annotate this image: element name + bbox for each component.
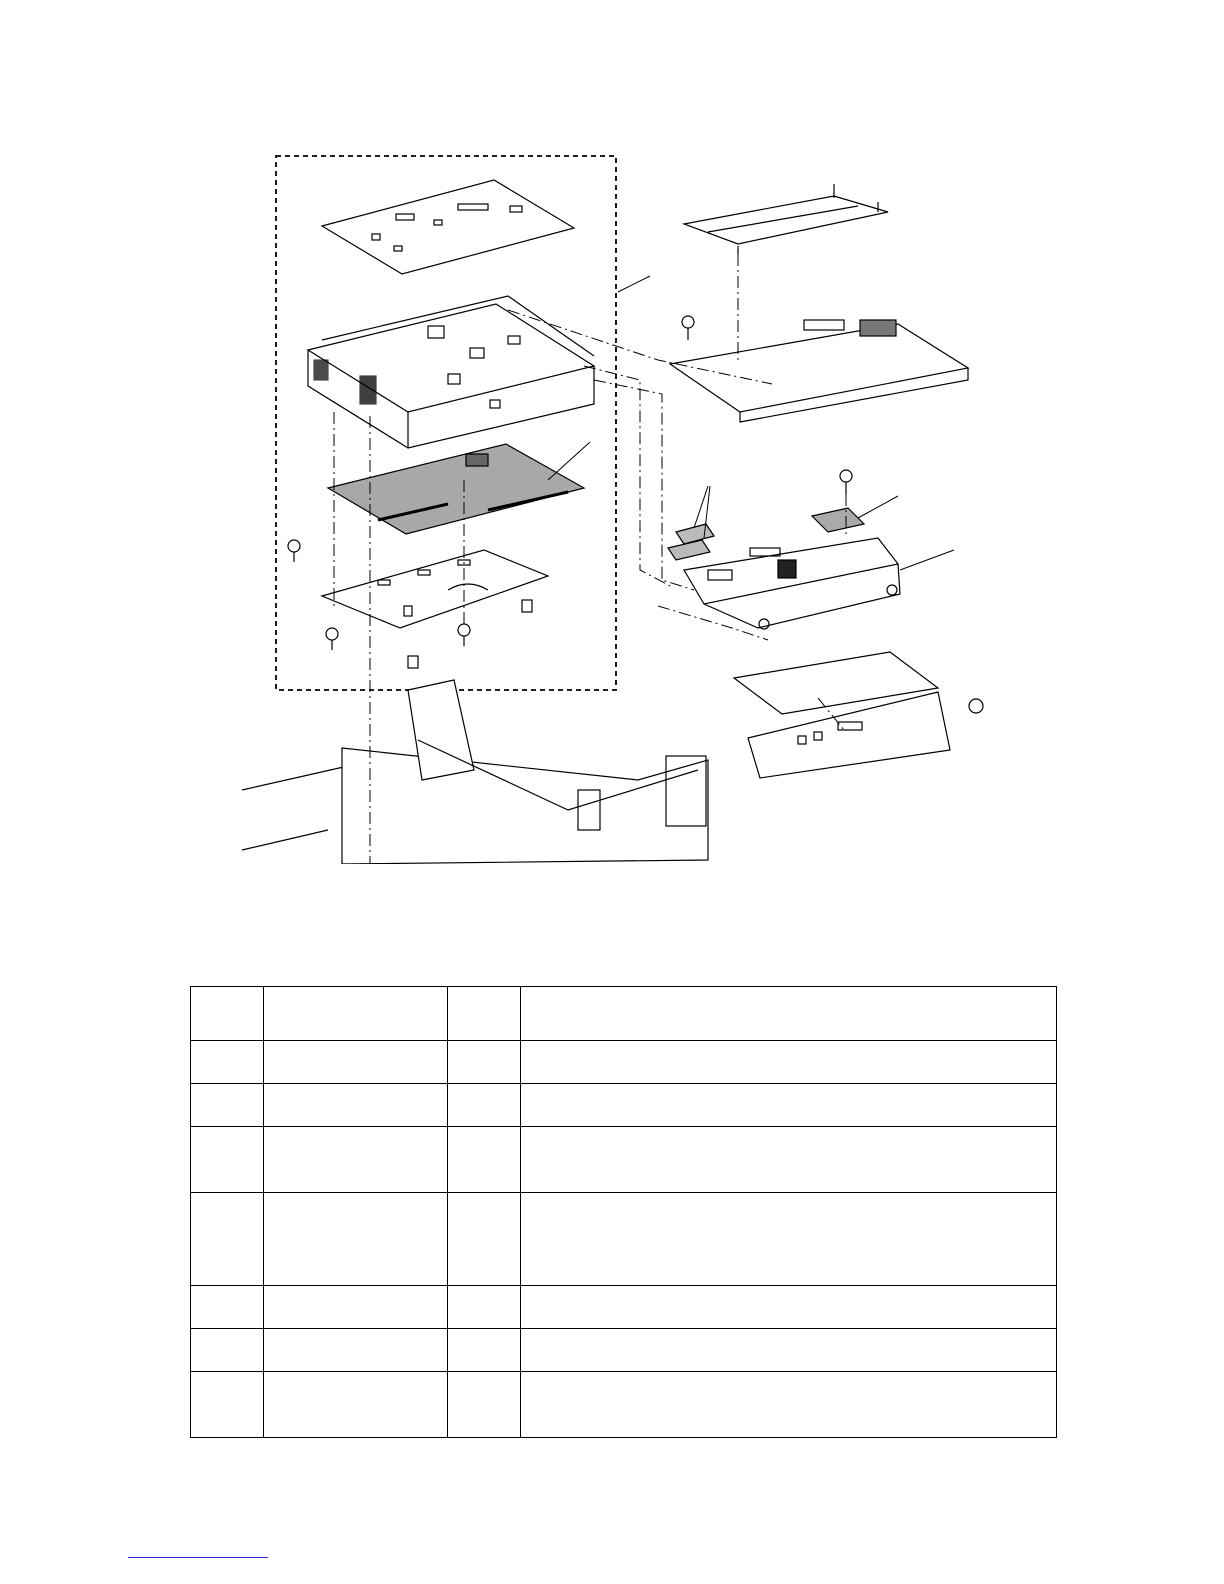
table-cell	[264, 1372, 448, 1438]
table-cell	[521, 1193, 1057, 1286]
table-cell	[191, 1041, 264, 1084]
table-cell	[448, 1041, 521, 1084]
table-cell	[521, 1286, 1057, 1329]
table-row	[191, 1329, 1057, 1372]
table-cell	[521, 1329, 1057, 1372]
table-cell	[448, 1286, 521, 1329]
table-cell	[448, 1127, 521, 1193]
table-cell	[448, 987, 521, 1041]
printer-frame	[242, 680, 708, 864]
table-cell	[264, 1041, 448, 1084]
table-row	[191, 1286, 1057, 1329]
table-cell	[448, 1329, 521, 1372]
controller-board	[684, 538, 900, 629]
table-row	[191, 987, 1057, 1041]
table-cell	[521, 1084, 1057, 1127]
bottom-shield-plate	[322, 550, 548, 628]
table-cell	[264, 1329, 448, 1372]
table-cell	[448, 1084, 521, 1127]
main-circuit-board	[328, 444, 584, 534]
table-row	[191, 1041, 1057, 1084]
lower-cover-plate	[734, 652, 950, 778]
top-cover-sheet	[322, 180, 574, 274]
table-row	[191, 1372, 1057, 1438]
table-cell	[521, 1127, 1057, 1193]
table-row	[191, 1127, 1057, 1193]
footer-link-underline	[128, 1557, 268, 1558]
table-cell	[264, 987, 448, 1041]
table-cell	[521, 1372, 1057, 1438]
table-row	[191, 1193, 1057, 1286]
table-cell	[191, 1329, 264, 1372]
table-cell	[521, 987, 1057, 1041]
table-cell	[191, 1127, 264, 1193]
table-row	[191, 1084, 1057, 1127]
table-cell	[521, 1041, 1057, 1084]
table-cell	[264, 1084, 448, 1127]
main-chassis-frame	[308, 296, 594, 448]
exploded-parts-diagram	[238, 150, 998, 864]
top-bracket	[684, 184, 888, 254]
table-cell	[448, 1193, 521, 1286]
table-cell	[191, 1372, 264, 1438]
table-cell	[191, 987, 264, 1041]
table-cell	[264, 1127, 448, 1193]
parts-table	[190, 986, 1057, 1438]
table-cell	[264, 1193, 448, 1286]
table-cell	[264, 1286, 448, 1329]
table-cell	[191, 1193, 264, 1286]
mounting-plate	[670, 320, 968, 422]
table-cell	[448, 1372, 521, 1438]
table-cell	[191, 1286, 264, 1329]
table-cell	[191, 1084, 264, 1127]
